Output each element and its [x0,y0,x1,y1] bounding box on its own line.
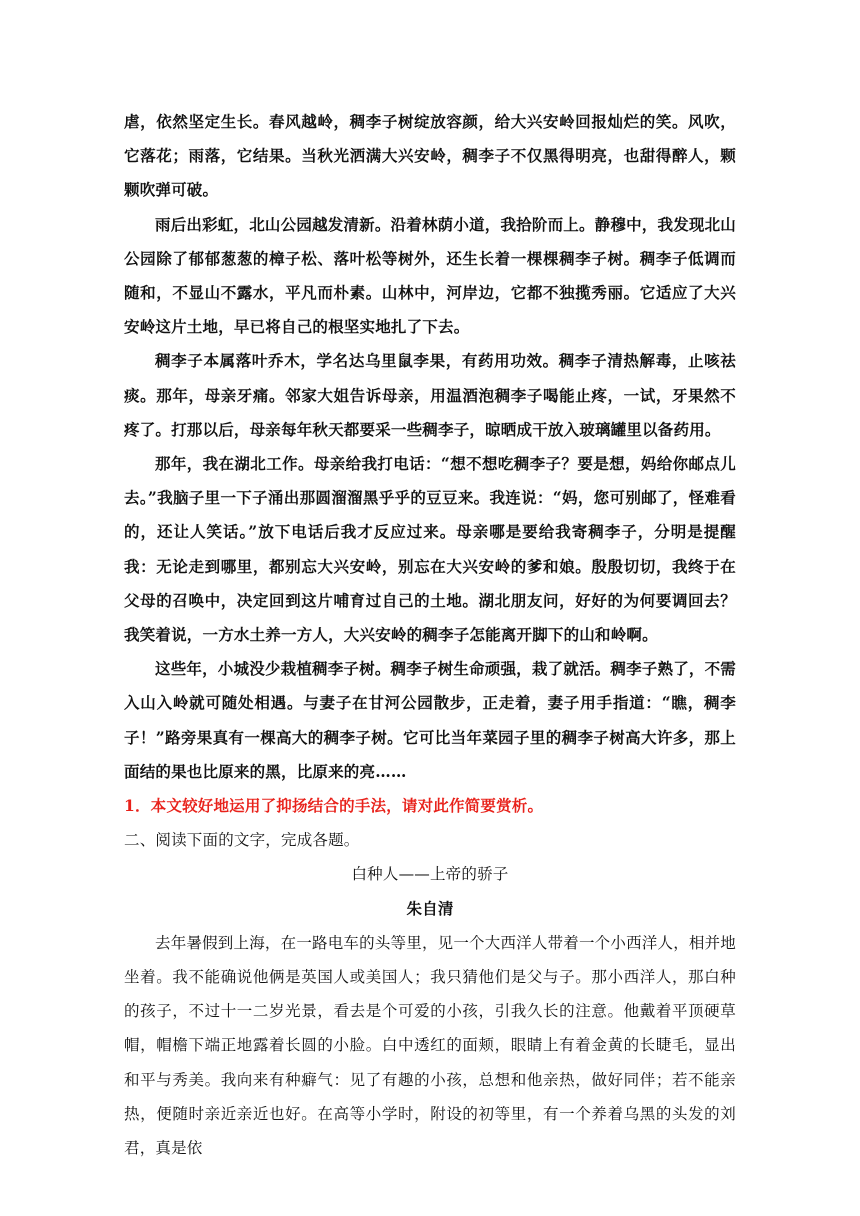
passage1-paragraph-2: 雨后出彩虹，北山公园越发清新。沿着林荫小道，我拾阶而上。静穆中，我发现北山公园除了郁郁葱葱的樟子松、落叶松等树外，还生长着一棵棵稠李子树。稠李子低调而随和，不显山不露水，平凡而朴素。山林中，河岸边，它都不独揽秀丽。它适应了大兴安岭这片土地，早已将自己的根坚实地扎了下去。 [124,214,736,337]
document-body [124,105,736,1165]
passage1-paragraph-4: 那年，我在湖北工作。母亲给我打电话：“想不想吃稠李子？要是想，妈给你邮点儿去。”我脑子里一下子涌出那圆溜溜黑乎乎的豆豆来。我连说：“妈，您可别邮了，怪难看的，还让人笑话。”放下电话后我才反应过来。母亲哪是要给我寄稠李子，分明是提醒我：无论走到哪里，都别忘大兴安岭，别忘在大兴安岭的爹和娘。殷殷切切，我终于在父母的召唤中，决定回到这片哺育过自己的土地。湖北朋友问，好好的为何要调回去？我笑着说，一方水土养一方人，大兴安岭的稠李子怎能离开脚下的山和岭啊。 [124,454,736,645]
passage2-author: 朱自清 [406,898,454,918]
section-2-heading: 二、阅读下面的文字，完成各题。 [124,831,360,850]
passage1-paragraph-1: 虐，依然坚定生长。春风越岭，稠李子树绽放容颜，给大兴安岭回报灿烂的笑。风吹，它落花；雨落，它结果。当秋光洒满大兴安岭，稠李子不仅黑得明亮，也甜得醉人，颗颗吹弹可破。 [124,112,736,200]
passage1-paragraph-5: 这些年，小城没少栽植稠李子树。稠李子树生命顽强，栽了就活。稠李子熟了，不需入山入岭就可随处相遇。与妻子在甘河公园散步，正走着，妻子用手指道：“瞧，稠李子！”路旁果真有一棵高大的稠李子树。它可比当年菜园子里的稠李子树高大许多，那上面结的果也比原来的黑，比原来的亮…… [124,659,736,781]
passage2-title: 白种人——上帝的骄子 [351,865,509,884]
question-1: 1．本文较好地运用了抑扬结合的手法，请对此作简要赏析。 [124,796,544,816]
passage1-paragraph-3: 稠李子本属落叶乔木，学名达乌里鼠李果，有药用功效。稠李子清热解毒，止咳祛痰。那年，母亲牙痛。邻家大姐告诉母亲，用温酒泡稠李子喝能止疼，一试，牙果然不疼了。打那以后，母亲每年秋天都要采一些稠李子，晾晒成干放入玻璃罐里以备药用。 [124,351,736,439]
passage2-paragraph-1: 去年暑假到上海，在一路电车的头等里，见一个大西洋人带着一个小西洋人，相并地坐着。我不能确说他俩是英国人或美国人；我只猜他们是父与子。那小西洋人，那白种的孩子，不过十一二岁光景，看去是个可爱的小孩，引我久长的注意。他戴着平顶硬草帽，帽檐下端正地露着长圆的小脸。白中透红的面颊，眼睛上有着金黄的长睫毛，显出和平与秀美。我向来有种癖气：见了有趣的小孩，总想和他亲热，做好同伴；若不能亲热，便随时亲近亲近也好。在高等小学时，附设的初等里，有一个养着乌黑的头发的刘君，真是依 [124,933,736,1158]
